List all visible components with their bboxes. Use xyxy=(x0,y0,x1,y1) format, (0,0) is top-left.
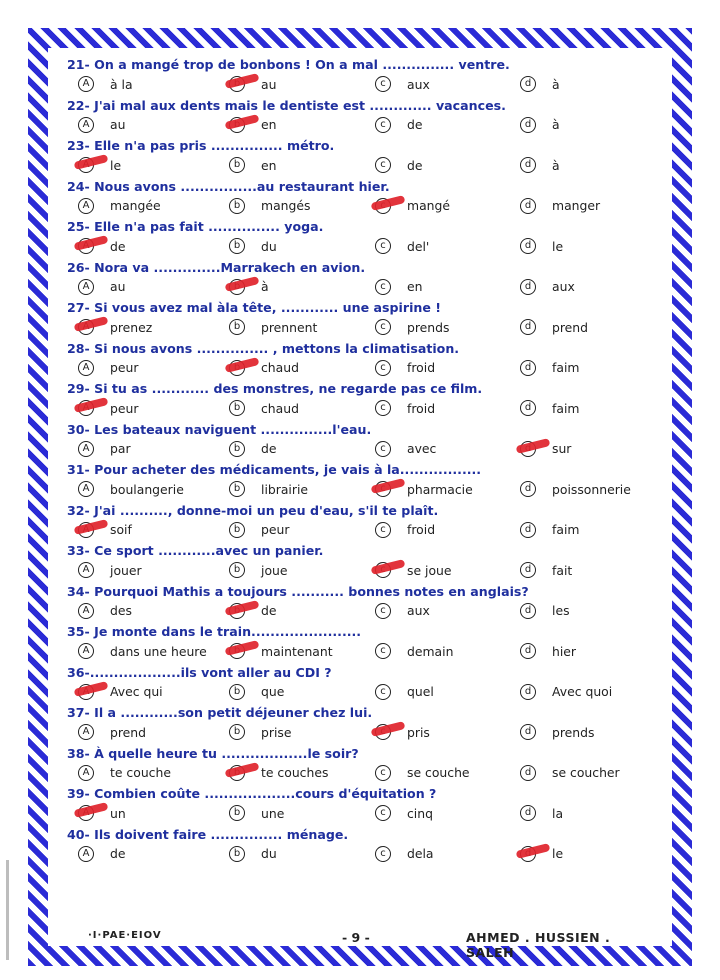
option-letter-circle[interactable]: A xyxy=(78,765,94,781)
option-letter-circle[interactable]: c xyxy=(375,360,391,376)
option-letter-circle[interactable]: b xyxy=(229,319,245,335)
option-letter-circle[interactable]: c xyxy=(375,684,391,700)
answer-option[interactable] xyxy=(520,765,620,781)
answer-option[interactable] xyxy=(520,441,571,457)
option-label: en xyxy=(407,279,423,294)
option-label: peur xyxy=(110,400,139,416)
option-label: manger xyxy=(552,198,601,213)
answer-options xyxy=(52,198,672,216)
option-letter-circle[interactable]: A xyxy=(78,603,94,619)
option-label: de xyxy=(110,846,126,861)
option-label: faim xyxy=(552,360,580,375)
question-item xyxy=(52,459,672,500)
answer-option[interactable] xyxy=(375,400,435,416)
scrollbar-fragment xyxy=(6,860,9,960)
question-text: 24- Nous avons ................au restaurant hier. xyxy=(67,178,390,194)
question-text: 34- Pourquoi Mathis a toujours ........... bonnes notes en anglais? xyxy=(67,583,529,599)
option-label: se coucher xyxy=(552,765,620,780)
answer-option[interactable] xyxy=(520,279,575,295)
answer-option[interactable] xyxy=(375,562,452,578)
option-label: pharmacie xyxy=(407,481,473,497)
option-label: soif xyxy=(110,522,132,537)
answer-option[interactable] xyxy=(229,724,291,740)
answer-options xyxy=(52,765,672,783)
option-letter-circle[interactable]: b xyxy=(229,562,245,578)
option-label: au xyxy=(261,76,277,92)
option-label: fait xyxy=(552,562,573,578)
option-label: en xyxy=(261,117,277,132)
answer-option[interactable] xyxy=(78,238,126,254)
option-letter-circle[interactable]: b xyxy=(229,481,245,497)
question-item xyxy=(52,338,672,379)
answer-option[interactable] xyxy=(229,684,284,700)
option-label: hier xyxy=(552,643,577,659)
answer-options xyxy=(52,805,672,823)
option-label: pris xyxy=(407,724,430,740)
option-label: de xyxy=(110,238,126,254)
option-label: del' xyxy=(407,238,430,254)
option-letter-circle[interactable]: c xyxy=(375,846,391,862)
page-number: - 9 - xyxy=(342,930,370,945)
answer-option[interactable] xyxy=(78,76,133,92)
option-letter-circle[interactable]: d xyxy=(520,684,536,700)
option-letter-circle[interactable]: d xyxy=(520,319,536,335)
option-letter-circle[interactable]: A xyxy=(78,441,94,457)
option-letter-circle[interactable]: d xyxy=(520,279,536,295)
question-text: 35- Je monte dans le train....................... xyxy=(67,624,362,639)
answer-option[interactable] xyxy=(229,562,288,578)
answer-option[interactable] xyxy=(78,157,121,173)
question-item xyxy=(52,783,672,824)
answer-option[interactable] xyxy=(78,805,126,821)
answer-option[interactable] xyxy=(520,643,576,659)
option-label: froid xyxy=(407,360,436,375)
question-item xyxy=(52,702,672,743)
answer-option[interactable] xyxy=(78,724,146,740)
option-label: de xyxy=(407,157,423,173)
answer-options xyxy=(52,238,672,256)
option-label: cinq xyxy=(407,805,433,821)
answer-option[interactable] xyxy=(375,603,430,619)
answer-option[interactable] xyxy=(78,684,163,700)
option-letter-circle[interactable]: d xyxy=(520,522,536,538)
option-label: prend xyxy=(110,724,147,740)
option-label: une xyxy=(261,805,285,821)
answer-option[interactable] xyxy=(229,198,310,214)
option-label: prennent xyxy=(261,319,318,335)
question-text: 26- Nora va ..............Marrakech en avion. xyxy=(67,259,366,275)
worksheet xyxy=(52,54,672,949)
footer xyxy=(80,930,660,960)
answer-option[interactable] xyxy=(229,400,299,416)
option-label: mangés xyxy=(261,198,311,213)
option-letter-circle[interactable]: d xyxy=(520,76,536,92)
question-text: 21- On a mangé trop de bonbons ! On a mal ............... ventre. xyxy=(67,57,510,72)
question-item xyxy=(52,500,672,541)
answer-options xyxy=(52,684,672,702)
answer-option[interactable] xyxy=(520,603,570,619)
option-letter-circle[interactable]: A xyxy=(78,846,94,862)
answer-options xyxy=(52,319,672,337)
question-text: 28- Si nous avons ............... , mettons la climatisation. xyxy=(67,340,460,356)
option-label: de xyxy=(261,441,277,456)
option-label: maintenant xyxy=(261,643,333,659)
author-name: AHMED . HUSSIEN . SALEH xyxy=(466,930,611,960)
answer-option[interactable] xyxy=(520,157,560,173)
option-label: le xyxy=(552,238,564,254)
option-label: dela xyxy=(407,846,434,861)
option-letter-circle[interactable]: c xyxy=(375,522,391,538)
option-letter-circle[interactable]: c xyxy=(375,603,391,619)
answer-option[interactable] xyxy=(78,279,125,295)
option-label: chaud xyxy=(261,400,299,416)
option-label: aux xyxy=(552,279,575,294)
answer-option[interactable] xyxy=(520,319,588,335)
question-item xyxy=(52,743,672,784)
option-label: sur xyxy=(552,441,572,456)
option-label: à xyxy=(552,76,560,92)
question-text: 39- Combien coûte ...................cours d'équitation ? xyxy=(67,786,437,801)
option-letter-circle[interactable]: b xyxy=(229,724,245,740)
answer-option[interactable] xyxy=(229,360,299,376)
option-letter-circle[interactable]: d xyxy=(520,198,536,214)
option-label: à xyxy=(261,279,269,294)
answer-option[interactable] xyxy=(375,319,449,335)
answer-option[interactable] xyxy=(78,319,152,335)
option-letter-circle[interactable]: d xyxy=(520,765,536,781)
option-letter-circle[interactable]: c xyxy=(375,643,391,659)
answer-option[interactable] xyxy=(520,805,563,821)
option-label: froid xyxy=(407,400,436,416)
answer-option[interactable] xyxy=(78,522,132,538)
option-letter-circle[interactable]: A xyxy=(78,360,94,376)
question-text: 31- Pour acheter des médicaments, je vais à la................. xyxy=(67,462,482,477)
option-letter-circle[interactable]: d xyxy=(520,562,536,578)
answer-option[interactable] xyxy=(229,805,284,821)
answer-option[interactable] xyxy=(229,643,333,659)
option-letter-circle[interactable]: c xyxy=(375,279,391,295)
answer-option[interactable] xyxy=(520,846,563,862)
option-label: les xyxy=(552,603,570,618)
option-label: mangé xyxy=(407,198,451,213)
option-label: que xyxy=(261,684,285,699)
question-item xyxy=(52,297,672,338)
option-label: froid xyxy=(407,522,436,537)
option-label: au xyxy=(110,279,126,294)
option-letter-circle[interactable]: d xyxy=(520,117,536,133)
option-letter-circle[interactable]: d xyxy=(520,400,536,416)
answer-option[interactable] xyxy=(520,724,594,740)
answer-options xyxy=(52,562,672,580)
answer-option[interactable] xyxy=(520,198,600,214)
answer-option[interactable] xyxy=(375,238,429,254)
option-letter-circle[interactable]: d xyxy=(520,724,536,740)
answer-option[interactable] xyxy=(375,360,435,376)
option-label: à xyxy=(552,117,560,132)
question-item xyxy=(52,419,672,460)
answer-options xyxy=(52,643,672,661)
option-label: Avec quoi xyxy=(552,684,613,699)
option-label: poissonnerie xyxy=(552,481,631,497)
answer-option[interactable] xyxy=(229,117,276,133)
option-label: se couche xyxy=(407,765,470,780)
answer-option[interactable] xyxy=(520,117,560,133)
option-letter-circle[interactable]: b xyxy=(229,441,245,457)
answer-option[interactable] xyxy=(375,765,470,781)
answer-option[interactable] xyxy=(375,481,473,497)
option-letter-circle[interactable]: c xyxy=(375,805,391,821)
option-label: peur xyxy=(110,360,139,375)
option-label: boulangerie xyxy=(110,481,184,497)
answer-option[interactable] xyxy=(375,805,433,821)
question-item xyxy=(52,176,672,217)
option-label: peur xyxy=(261,522,290,537)
question-text: 23- Elle n'a pas pris ............... métro. xyxy=(67,138,335,153)
option-letter-circle[interactable]: d xyxy=(520,643,536,659)
option-letter-circle[interactable]: A xyxy=(78,76,94,92)
question-item xyxy=(52,540,672,581)
question-item xyxy=(52,581,672,622)
answer-option[interactable] xyxy=(520,76,560,92)
answer-option[interactable] xyxy=(229,157,276,173)
option-letter-circle[interactable]: d xyxy=(520,360,536,376)
question-item xyxy=(52,216,672,257)
answer-option[interactable] xyxy=(78,643,207,659)
option-label: quel xyxy=(407,684,434,699)
answer-option[interactable] xyxy=(78,198,161,214)
question-item xyxy=(52,54,672,95)
option-letter-circle[interactable]: c xyxy=(375,76,391,92)
answer-option[interactable] xyxy=(78,481,184,497)
answer-option[interactable] xyxy=(78,603,132,619)
question-text: 27- Si vous avez mal àla tête, ............ une aspirine ! xyxy=(67,300,442,315)
option-letter-circle[interactable]: c xyxy=(375,238,391,254)
answer-options xyxy=(52,360,672,378)
answer-option[interactable] xyxy=(375,724,430,740)
answer-options xyxy=(52,846,672,864)
answer-options xyxy=(52,117,672,135)
option-label: se joue xyxy=(407,562,452,578)
option-label: faim xyxy=(552,400,580,416)
option-label: Avec qui xyxy=(110,684,163,699)
option-label: à la xyxy=(110,76,133,92)
answer-option[interactable] xyxy=(78,562,142,578)
answer-options xyxy=(52,441,672,459)
option-letter-circle[interactable]: b xyxy=(229,238,245,254)
option-label: faim xyxy=(552,522,580,537)
option-label: joue xyxy=(261,562,288,578)
option-letter-circle[interactable]: b xyxy=(229,846,245,862)
answer-options xyxy=(52,76,672,94)
option-label: mangée xyxy=(110,198,161,213)
answer-options xyxy=(52,279,672,297)
answer-option[interactable] xyxy=(229,522,289,538)
option-letter-circle[interactable]: b xyxy=(229,400,245,416)
question-text: 36-...................ils vont aller au CDI ? xyxy=(67,664,332,680)
option-letter-circle[interactable]: A xyxy=(78,279,94,295)
question-text: 30- Les bateaux naviguent ...............l'eau. xyxy=(67,421,372,437)
answer-option[interactable] xyxy=(229,765,328,781)
option-label: demain xyxy=(407,643,454,659)
answer-option[interactable] xyxy=(375,522,435,538)
answer-option[interactable] xyxy=(78,360,138,376)
answer-option[interactable] xyxy=(520,684,612,700)
answer-option[interactable] xyxy=(520,400,579,416)
option-label: prends xyxy=(552,724,595,740)
option-letter-circle[interactable]: d xyxy=(520,805,536,821)
question-item xyxy=(52,824,672,865)
option-letter-circle[interactable]: A xyxy=(78,724,94,740)
answer-option[interactable] xyxy=(375,846,434,862)
answer-options xyxy=(52,724,672,742)
option-letter-circle[interactable]: b xyxy=(229,157,245,173)
option-letter-circle[interactable]: c xyxy=(375,441,391,457)
option-label: dans une heure xyxy=(110,643,207,659)
footer-logo-text: ·I·PAE·EIOV xyxy=(88,930,162,941)
answer-option[interactable] xyxy=(520,481,631,497)
option-letter-circle[interactable]: A xyxy=(78,481,94,497)
answer-option[interactable] xyxy=(229,846,277,862)
question-text: 33- Ce sport ............avec un panier. xyxy=(67,543,324,558)
option-label: chaud xyxy=(261,360,299,375)
option-label: la xyxy=(552,805,564,821)
answer-options xyxy=(52,157,672,175)
option-label: te couche xyxy=(110,765,171,780)
option-label: en xyxy=(261,157,277,173)
option-letter-circle[interactable]: b xyxy=(229,198,245,214)
answer-option[interactable] xyxy=(229,441,277,457)
option-label: prend xyxy=(552,319,589,335)
option-label: un xyxy=(110,805,126,821)
option-label: le xyxy=(110,157,122,173)
answer-option[interactable] xyxy=(78,441,131,457)
option-label: à xyxy=(552,157,560,173)
option-letter-circle[interactable]: b xyxy=(229,805,245,821)
option-letter-circle[interactable]: A xyxy=(78,562,94,578)
answer-option[interactable] xyxy=(78,846,126,862)
option-letter-circle[interactable]: c xyxy=(375,319,391,335)
question-text: 22- J'ai mal aux dents mais le dentiste est ............. vacances. xyxy=(67,97,506,113)
option-letter-circle[interactable]: d xyxy=(520,157,536,173)
answer-option[interactable] xyxy=(375,684,434,700)
option-label: par xyxy=(110,441,131,456)
answer-option[interactable] xyxy=(229,76,276,92)
question-text: 29- Si tu as ............ des monstres, ne regarde pas ce film. xyxy=(67,381,483,396)
option-label: librairie xyxy=(261,481,309,497)
option-label: te couches xyxy=(261,765,329,780)
option-letter-circle[interactable]: d xyxy=(520,603,536,619)
answer-option[interactable] xyxy=(520,522,579,538)
answer-options xyxy=(52,400,672,418)
option-letter-circle[interactable]: c xyxy=(375,157,391,173)
option-letter-circle[interactable]: c xyxy=(375,117,391,133)
answer-option[interactable] xyxy=(229,319,317,335)
answer-option[interactable] xyxy=(375,157,423,173)
answer-option[interactable] xyxy=(375,76,430,92)
answer-option[interactable] xyxy=(375,117,423,133)
answer-option[interactable] xyxy=(520,238,563,254)
option-label: prenez xyxy=(110,319,153,335)
option-label: le xyxy=(552,846,564,861)
question-text: 37- Il a ............son petit déjeuner chez lui. xyxy=(67,705,373,720)
answer-options xyxy=(52,603,672,621)
question-text: 32- J'ai .........., donne-moi un peu d'eau, s'il te plaît. xyxy=(67,502,439,518)
question-item xyxy=(52,257,672,298)
option-label: prends xyxy=(407,319,450,335)
option-label: prise xyxy=(261,724,292,740)
option-letter-circle[interactable]: b xyxy=(229,522,245,538)
option-letter-circle[interactable]: A xyxy=(78,117,94,133)
answer-option[interactable] xyxy=(520,360,579,376)
answer-option[interactable] xyxy=(229,603,277,619)
option-letter-circle[interactable]: b xyxy=(229,684,245,700)
answer-option[interactable] xyxy=(375,643,453,659)
answer-options xyxy=(52,522,672,540)
option-letter-circle[interactable]: c xyxy=(375,400,391,416)
question-text: 38- À quelle heure tu ..................le soir? xyxy=(67,745,359,761)
answer-option[interactable] xyxy=(78,765,171,781)
option-letter-circle[interactable]: c xyxy=(375,765,391,781)
question-text: 25- Elle n'a pas fait ............... yoga. xyxy=(67,219,324,234)
option-label: de xyxy=(261,603,277,618)
option-label: aux xyxy=(407,76,430,92)
option-label: des xyxy=(110,603,132,618)
question-item xyxy=(52,135,672,176)
answer-option[interactable] xyxy=(229,238,277,254)
answer-option[interactable] xyxy=(229,481,308,497)
answer-option[interactable] xyxy=(229,279,269,295)
option-label: de xyxy=(407,117,423,132)
answer-option[interactable] xyxy=(520,562,572,578)
option-label: du xyxy=(261,846,277,861)
option-letter-circle[interactable]: A xyxy=(78,198,94,214)
option-letter-circle[interactable]: d xyxy=(520,238,536,254)
question-item xyxy=(52,662,672,703)
answer-option[interactable] xyxy=(78,400,138,416)
question-item xyxy=(52,621,672,662)
answer-option[interactable] xyxy=(375,279,422,295)
option-letter-circle[interactable]: A xyxy=(78,643,94,659)
option-label: du xyxy=(261,238,277,254)
answer-options xyxy=(52,481,672,499)
option-label: au xyxy=(110,117,126,132)
option-label: jouer xyxy=(110,562,142,578)
option-label: aux xyxy=(407,603,430,618)
question-item xyxy=(52,95,672,136)
question-text: 40- Ils doivent faire ............... ménage. xyxy=(67,826,349,842)
option-letter-circle[interactable]: d xyxy=(520,481,536,497)
answer-option[interactable] xyxy=(375,441,436,457)
answer-option[interactable] xyxy=(375,198,450,214)
option-label: avec xyxy=(407,441,437,456)
answer-option[interactable] xyxy=(78,117,125,133)
question-item xyxy=(52,378,672,419)
